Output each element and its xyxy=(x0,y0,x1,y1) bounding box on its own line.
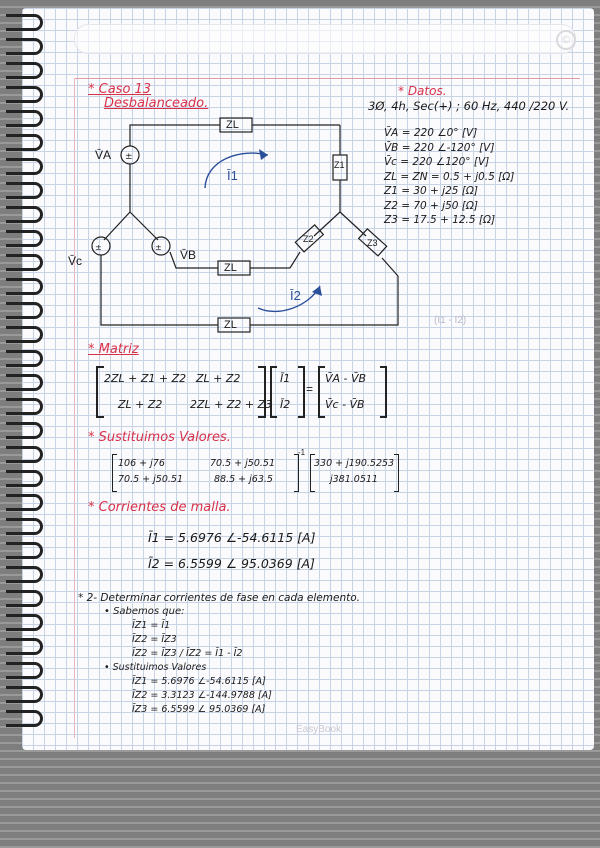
side-note: (I1 - I2) xyxy=(434,315,467,326)
sust-m21: 70.5 + j50.51 xyxy=(118,474,183,485)
z1-label: Z1 xyxy=(334,160,345,170)
parte2-v2: ĪZ2 = 3.3123 ∠-144.9788 [A] xyxy=(132,690,272,701)
matriz-m12: ZL + Z2 xyxy=(196,372,241,385)
vector-left-bracket xyxy=(270,366,277,418)
vector-x2: Ī2 xyxy=(280,398,291,411)
sustituimos-title: * Sustituimos Valores. xyxy=(88,430,231,445)
vc-label: V̄c xyxy=(68,254,83,268)
matriz-m22: 2ZL + Z2 + Z3 xyxy=(190,398,273,411)
datos-item: ZL = ZN = 0.5 + j0.5 [Ω] xyxy=(384,170,515,183)
i2-label: Ī2 xyxy=(290,288,301,303)
sust-m22: 88.5 + j63.5 xyxy=(214,474,273,485)
vector-right-bracket xyxy=(298,366,305,418)
vb-label: V̄B xyxy=(180,248,197,262)
parte2-sabemos: • Sabemos que: xyxy=(104,606,185,617)
parte2-sustituimos: • Sustituimos Valores xyxy=(104,662,207,673)
svg-text:±: ± xyxy=(155,243,162,252)
corrientes-title: * Corrientes de malla. xyxy=(88,500,231,515)
z2-label: Z2 xyxy=(303,234,314,244)
sust-left-bracket xyxy=(112,454,117,492)
datos-item: Z1 = 30 + j25 [Ω] xyxy=(384,185,479,197)
i1-label: Ī1 xyxy=(227,168,238,183)
case-title: * Caso 13 xyxy=(88,82,152,97)
sust-right-bracket xyxy=(294,454,299,492)
datos-item: V̄A = 220 ∠0° [V] xyxy=(384,127,478,139)
datos-line1: 3Ø, 4h, Sec(+) ; 60 Hz, 440 /220 V. xyxy=(368,99,570,113)
matrix-left-bracket xyxy=(96,366,104,418)
datos-item: Z3 = 17.5 + 12.5 [Ω] xyxy=(384,214,496,226)
parte2-v3: ĪZ3 = 6.5599 ∠ 95.0369 [A] xyxy=(132,704,266,715)
rhs-right-bracket xyxy=(380,366,387,418)
matriz-title: * Matriz xyxy=(88,342,139,357)
easybook-watermark: EasyBook xyxy=(296,724,342,735)
z3-label: Z3 xyxy=(367,238,378,248)
svg-text:±: ± xyxy=(125,152,133,162)
case-subtitle: Desbalanceado. xyxy=(104,96,209,111)
parte2-eq1: ĪZ1 = Ī1 xyxy=(132,620,171,631)
copyright-logo: © xyxy=(556,30,576,50)
rhs-left-bracket xyxy=(318,366,325,418)
parte2-title: * 2- Determinar corrientes de fase en cada elemento. xyxy=(78,592,360,604)
sust-r1: 330 + j190.5253 xyxy=(314,458,395,469)
sust-exponent: -1 xyxy=(298,448,306,457)
datos-item: Z2 = 70 + j50 [Ω] xyxy=(384,199,479,212)
corriente-i1: Ī1 = 5.6976 ∠-54.6115 [A] xyxy=(148,530,316,545)
vector-x1: Ī1 xyxy=(280,372,291,385)
zl-bottom-label: ZL xyxy=(224,319,237,331)
rhs-r2: V̄c - V̄B xyxy=(325,398,365,411)
zl-top-label: ZL xyxy=(226,119,239,131)
datos-list xyxy=(384,126,514,228)
rhs-r1: V̄A - V̄B xyxy=(325,372,367,385)
sust-r2: j381.0511 xyxy=(330,474,378,485)
equals-sign: = xyxy=(306,382,314,396)
sust-m11: 106 + j76 xyxy=(118,458,165,469)
datos-item: V̄c = 220 ∠120° [V] xyxy=(384,156,490,168)
matriz-m11: 2ZL + Z1 + Z2 xyxy=(104,372,187,385)
datos-title: * Datos. xyxy=(398,84,447,98)
sust-m12: 70.5 + j50.51 xyxy=(210,458,275,469)
parte2-eq2: ĪZ2 = ĪZ3 xyxy=(132,634,177,645)
va-label: V̄A xyxy=(95,148,112,162)
corriente-i2: Ī2 = 6.5599 ∠ 95.0369 [A] xyxy=(148,556,315,571)
parte2-eq3: ĪZ2 = ĪZ3 / ĪZ2 = Ī1 - Ī2 xyxy=(132,648,243,659)
matriz-m21: ZL + Z2 xyxy=(118,398,163,411)
parte2-v1: ĪZ1 = 5.6976 ∠-54.6115 [A] xyxy=(132,676,266,687)
datos-item: V̄B = 220 ∠-120° [V] xyxy=(384,141,495,154)
zl-mid-label: ZL xyxy=(224,262,237,274)
sust-rhs-right-bracket xyxy=(394,454,399,492)
svg-text:±: ± xyxy=(95,243,102,252)
